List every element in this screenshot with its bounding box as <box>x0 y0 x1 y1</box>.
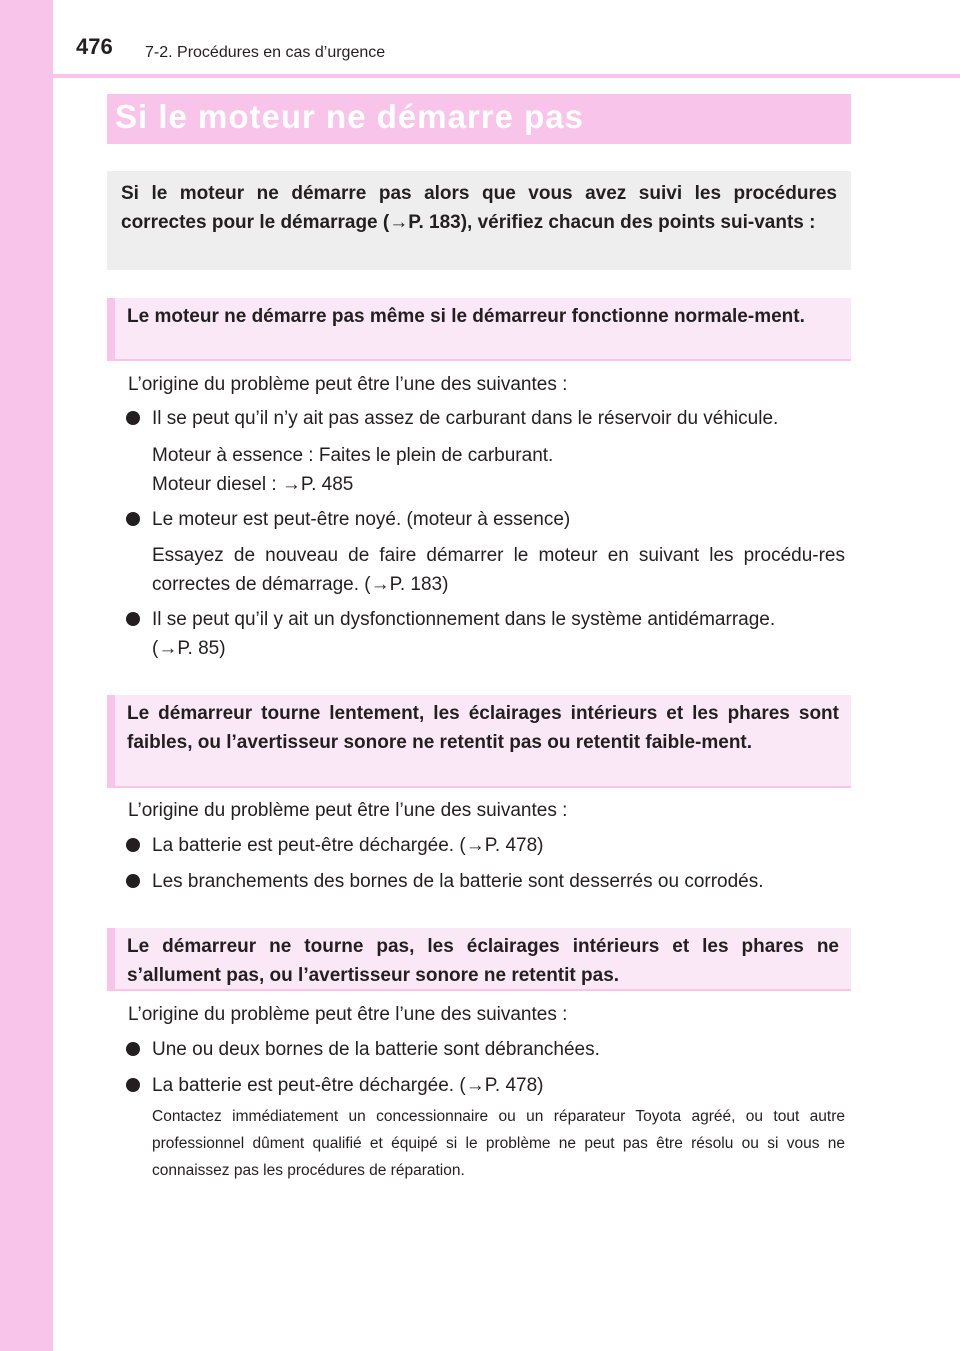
bullet-icon <box>126 838 140 852</box>
section-1-bullet-1-diesel: Moteur diesel : →P. 485 <box>152 474 354 495</box>
running-header: 7-2. Procédures en cas d’urgence <box>145 44 386 61</box>
section-heading-2 <box>107 695 851 788</box>
section-3-bullet-2: La batterie est peut-être déchargée. (→P. 478) <box>152 1075 544 1096</box>
section-1-bullet-2-detail: Essayez de nouveau de faire démarrer le moteur en suivant les procédu-res correctes de démarrage. (→P. 183) <box>152 545 845 595</box>
page-title: Si le moteur ne démarre pas <box>115 98 585 135</box>
section-heading-1-text: Le moteur ne démarre pas même si le démarreur fonctionne normale-ment. <box>127 306 805 327</box>
bullet-icon <box>126 411 140 425</box>
section-heading-1 <box>107 298 851 361</box>
bullet-icon <box>126 1078 140 1092</box>
section-heading-3 <box>107 928 851 991</box>
bullet-icon <box>126 612 140 626</box>
title-bar <box>107 94 851 144</box>
bullet-icon <box>126 1042 140 1056</box>
section-1-bullet-3: Il se peut qu’il y ait un dysfonctionnement dans le système antidémarrage. <box>152 609 776 630</box>
bullet-icon <box>126 874 140 888</box>
section-2-bullet-2: Les branchements des bornes de la batterie sont desserrés ou corrodés. <box>152 871 764 892</box>
section-3-note: Contactez immédiatement un concessionnaire ou un réparateur Toyota agréé, ou tout autre professionnel dûment qualifié et équipé si le problème ne peut pas être résolu ou si vous ne connaissez pas les procédures de réparation. <box>152 1108 845 1179</box>
section-1-bullet-3-ref: (→P. 85) <box>152 638 226 659</box>
section-3-bullet-1: Une ou deux bornes de la batterie sont débranchées. <box>152 1039 600 1060</box>
intro-text: Si le moteur ne démarre pas alors que vous avez suivi les procédures correctes pour le démarrage (→P. 183), vérifiez chacun des points sui-vants : <box>121 183 837 233</box>
section-2-lead: L’origine du problème peut être l’une des suivantes : <box>128 800 568 821</box>
section-1-bullet-2: Le moteur est peut-être noyé. (moteur à essence) <box>152 509 571 530</box>
header-rule <box>0 74 960 78</box>
section-1-bullet-1-gasoline: Moteur à essence : Faites le plein de carburant. <box>152 445 554 466</box>
page-number: 476 <box>76 34 113 59</box>
bullet-icon <box>126 512 140 526</box>
section-1-lead: L’origine du problème peut être l’une des suivantes : <box>128 374 568 395</box>
section-2-bullet-1: La batterie est peut-être déchargée. (→P. 478) <box>152 835 544 856</box>
section-heading-3-text: Le démarreur ne tourne pas, les éclairages intérieurs et les phares ne s’allument pas, ou l’avertisseur sonore ne retentit pas. <box>127 936 839 986</box>
section-heading-2-text: Le démarreur tourne lentement, les éclairages intérieurs et les phares sont faibles, ou l’avertisseur sonore ne retentit pas ou retentit faible-ment. <box>127 703 839 753</box>
section-3-lead: L’origine du problème peut être l’une des suivantes : <box>128 1004 568 1025</box>
left-margin-strip <box>0 0 53 1351</box>
intro-box <box>107 171 851 270</box>
section-1-bullet-1: Il se peut qu’il n’y ait pas assez de carburant dans le réservoir du véhicule. <box>152 408 779 429</box>
